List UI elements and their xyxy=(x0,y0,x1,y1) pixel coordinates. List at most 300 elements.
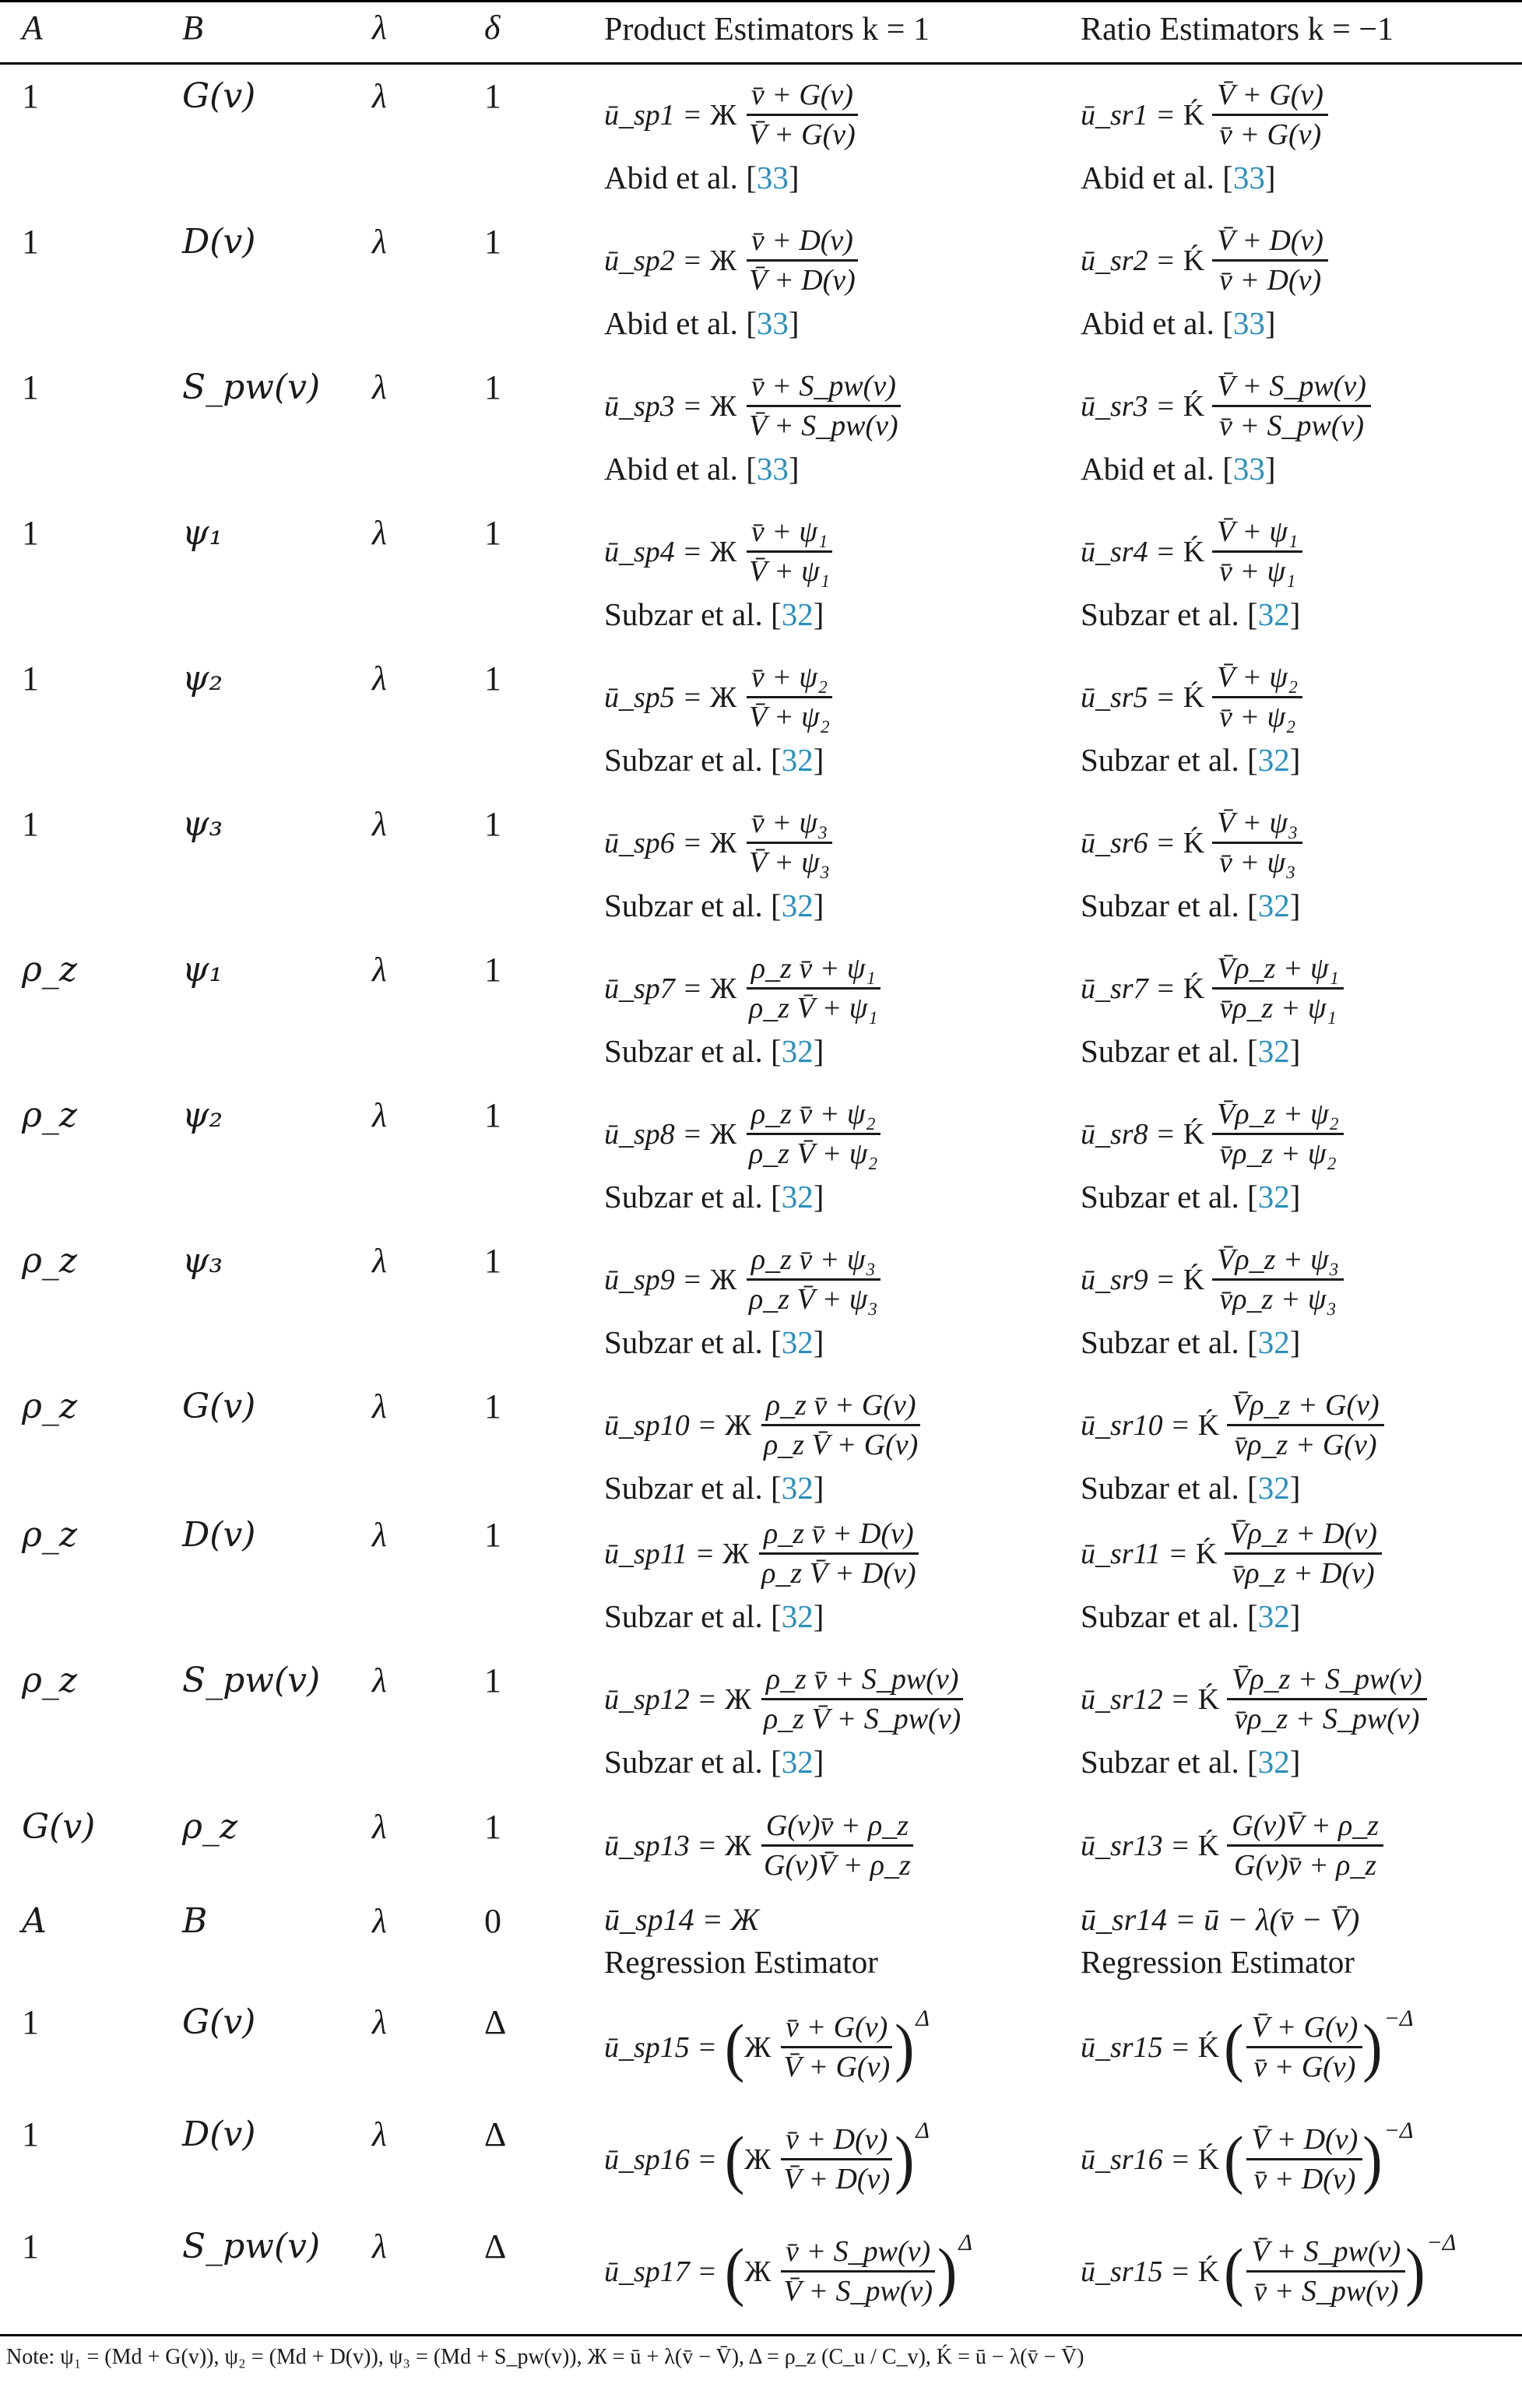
ratio-citation: Subzar et al. [32] xyxy=(1081,742,1301,778)
formula-lhs: ū_sr5 = xyxy=(1081,680,1176,714)
ratio-citation: Subzar et al. [32] xyxy=(1081,1033,1301,1069)
denominator: V̄ + D(v) xyxy=(783,2163,891,2195)
col-b-value: D(v) xyxy=(182,1515,256,1555)
formula-lhs: ū_sr4 = xyxy=(1081,535,1176,568)
denominator: ρ_z V̄ + D(v) xyxy=(761,1557,916,1590)
citation-authors: Subzar et al. xyxy=(604,1324,763,1360)
citation-ref: 32 xyxy=(781,1179,814,1215)
header-ratio: Ratio Estimators k = −1 xyxy=(1081,12,1394,47)
col-lambda-value: λ xyxy=(372,951,388,989)
product-formula xyxy=(604,515,835,589)
product-formula xyxy=(604,2118,930,2196)
denominator: G(v)v̄ + ρ_z xyxy=(1234,1849,1377,1882)
fraction xyxy=(744,1097,883,1171)
coefficient: Ḱ xyxy=(1183,680,1205,714)
fraction xyxy=(757,1517,920,1591)
col-a-value: 1 xyxy=(22,368,39,406)
col-a-value: 1 xyxy=(22,223,39,261)
regression-ratio-formula: ū_sr14 = ū − λ(v̄ − V̄) xyxy=(1081,1902,1360,1937)
citation-ref: 32 xyxy=(1257,1033,1290,1069)
citation-authors: Subzar et al. xyxy=(1081,888,1239,923)
citation-authors: Subzar et al. xyxy=(604,1598,763,1634)
numerator: V̄ρ_z + S_pw(v) xyxy=(1227,1662,1426,1700)
col-b-value: G(v) xyxy=(182,76,256,116)
formula-lhs: ū_sp12 = xyxy=(604,1682,717,1716)
col-delta-value: 1 xyxy=(484,1242,501,1280)
fraction xyxy=(1212,78,1328,152)
formula-lhs: ū_sp3 = xyxy=(604,389,702,423)
col-a-value: 1 xyxy=(22,805,39,843)
ratio-formula xyxy=(1081,369,1371,443)
fraction xyxy=(1212,1243,1344,1316)
formula-lhs: ū_sr13 = xyxy=(1081,1829,1190,1862)
citation-authors: Abid et al. xyxy=(604,160,738,195)
product-formula xyxy=(604,660,835,734)
col-lambda-value: λ xyxy=(372,2227,388,2266)
header-lambda: λ xyxy=(372,9,388,47)
formula-lhs: ū_sr9 = xyxy=(1081,1263,1176,1296)
coefficient: Ḱ xyxy=(1197,2143,1220,2176)
product-formula xyxy=(604,1662,965,1736)
col-b-value: ψ₁ xyxy=(182,950,223,990)
coefficient: Ḱ xyxy=(1183,244,1205,277)
product-citation: Abid et al. [33] xyxy=(604,451,800,487)
citation-ref: 33 xyxy=(1232,305,1265,341)
citation-authors: Subzar et al. xyxy=(1081,1598,1239,1634)
col-b-value: G(v) xyxy=(182,1387,256,1426)
col-delta-value: 1 xyxy=(484,1808,501,1846)
denominator: v̄ + ψ₃ xyxy=(1219,846,1296,879)
citation-authors: Abid et al. xyxy=(604,451,738,487)
col-delta-value: 1 xyxy=(484,223,501,261)
ratio-formula xyxy=(1081,1809,1383,1882)
col-delta-value: 1 xyxy=(484,77,501,115)
denominator: v̄ρ_z + G(v) xyxy=(1234,1429,1377,1461)
denominator: V̄ + S_pw(v) xyxy=(783,2275,933,2308)
coefficient: Ж xyxy=(724,1829,751,1862)
formula-lhs: ū_sp9 = xyxy=(604,1263,702,1296)
numerator: V̄ + S_pw(v) xyxy=(1212,369,1371,407)
exponent: −Δ xyxy=(1383,2005,1414,2031)
citation-authors: Subzar et al. xyxy=(1081,1033,1239,1069)
formula-lhs: ū_sp4 = xyxy=(604,535,702,568)
product-formula xyxy=(604,1517,921,1591)
numerator: ρ_z v̄ + ψ₁ xyxy=(747,951,881,990)
ratio-formula xyxy=(1081,223,1328,297)
coefficient: Ж xyxy=(709,389,736,423)
regression-product-formula: ū_sp14 = Ж xyxy=(604,1902,760,1937)
ratio-formula xyxy=(1081,806,1302,880)
table-row xyxy=(0,1506,1522,1651)
product-formula xyxy=(604,1388,923,1462)
coefficient: Ж xyxy=(744,2143,772,2176)
col-a-value: 1 xyxy=(22,659,39,698)
formula-lhs: ū_sp1 = xyxy=(604,98,702,132)
table-row xyxy=(0,213,1522,358)
col-delta-value: 1 xyxy=(484,1096,501,1134)
numerator: V̄ρ_z + G(v) xyxy=(1227,1388,1384,1426)
fraction xyxy=(759,1662,965,1736)
fraction xyxy=(1227,1809,1383,1882)
col-delta-value: 0 xyxy=(484,1902,501,1940)
coefficient: Ж xyxy=(709,98,736,132)
formula-lhs: ū_sp5 = xyxy=(604,680,702,714)
numerator: V̄ + ψ₂ xyxy=(1212,660,1302,698)
table-row xyxy=(0,67,1522,213)
numerator: v̄ + ψ₁ xyxy=(747,515,832,553)
numerator: V̄ + S_pw(v) xyxy=(1246,2234,1405,2273)
citation-authors: Subzar et al. xyxy=(604,1033,763,1069)
fraction xyxy=(1227,1662,1426,1736)
citation-ref: 32 xyxy=(781,1744,814,1780)
numerator: V̄ + D(v) xyxy=(1246,2122,1362,2160)
numerator: v̄ + G(v) xyxy=(781,2010,892,2048)
citation-ref: 32 xyxy=(1257,1598,1290,1634)
regression-product-label: Regression Estimator xyxy=(604,1944,878,1980)
denominator: v̄ + G(v) xyxy=(1219,118,1322,151)
formula-lhs: ū_sp8 = xyxy=(604,1117,702,1151)
coefficient: Ж xyxy=(724,1408,751,1442)
right-paren: ) xyxy=(895,2011,915,2083)
ratio-citation: Abid et al. [33] xyxy=(1081,451,1276,487)
col-delta-value: 1 xyxy=(484,1387,501,1425)
col-lambda-value: λ xyxy=(372,1661,388,1700)
ratio-citation: Subzar et al. [32] xyxy=(1081,1598,1301,1634)
col-lambda-value: λ xyxy=(372,223,388,261)
col-a-value: 1 xyxy=(22,514,39,552)
product-citation: Subzar et al. [32] xyxy=(604,1470,824,1506)
citation-ref: 32 xyxy=(781,888,814,923)
col-b-value: S_pw(v) xyxy=(182,1661,321,1700)
coefficient: Ḱ xyxy=(1197,1408,1220,1442)
fraction xyxy=(779,2122,895,2196)
citation-authors: Subzar et al. xyxy=(604,1744,763,1780)
numerator: ρ_z v̄ + ψ₃ xyxy=(747,1243,881,1281)
citation-authors: Subzar et al. xyxy=(1081,742,1239,778)
denominator: V̄ + ψ₂ xyxy=(749,701,830,733)
numerator: v̄ + S_pw(v) xyxy=(747,369,901,407)
col-b-value: ψ₃ xyxy=(182,804,223,844)
left-paren: ( xyxy=(1224,2123,1244,2195)
formula-lhs: ū_sp6 = xyxy=(604,826,702,859)
col-b-value: D(v) xyxy=(182,2114,256,2154)
denominator: ρ_z V̄ + ψ₁ xyxy=(749,992,878,1025)
product-formula xyxy=(604,1809,916,1882)
citation-ref: 32 xyxy=(781,742,814,778)
col-a-value: ρ_z xyxy=(22,1095,78,1135)
col-delta-value: 1 xyxy=(484,368,501,406)
col-delta-value: Δ xyxy=(484,2003,507,2041)
fraction xyxy=(1246,2122,1362,2196)
fraction xyxy=(744,806,835,880)
ratio-formula xyxy=(1081,1662,1427,1736)
col-a-value: ρ_z xyxy=(22,1515,78,1555)
denominator: v̄ρ_z + ψ₃ xyxy=(1219,1283,1337,1316)
formula-lhs: ū_sp16 = xyxy=(604,2143,717,2176)
citation-ref: 32 xyxy=(781,1033,814,1069)
bottom-rule xyxy=(0,2334,1522,2336)
denominator: v̄ρ_z + ψ₂ xyxy=(1219,1137,1337,1170)
power-row xyxy=(0,2217,1522,2329)
denominator: ρ_z V̄ + ψ₂ xyxy=(749,1137,878,1170)
citation-ref: 33 xyxy=(756,160,789,195)
fraction xyxy=(1225,1517,1382,1591)
coefficient: Ж xyxy=(709,972,736,1005)
fraction xyxy=(1227,1388,1384,1462)
denominator: v̄ + S_pw(v) xyxy=(1253,2275,1399,2308)
numerator: v̄ + ψ₂ xyxy=(747,660,832,698)
coefficient: Ḱ xyxy=(1197,2255,1220,2288)
citation-ref: 32 xyxy=(781,1470,814,1506)
denominator: v̄ρ_z + ψ₁ xyxy=(1219,992,1337,1025)
regression-ratio-label: Regression Estimator xyxy=(1081,1944,1355,1980)
fraction xyxy=(744,951,883,1025)
col-a-value: 1 xyxy=(22,77,39,115)
fraction xyxy=(1212,1097,1344,1171)
coefficient: Ḱ xyxy=(1183,389,1205,423)
numerator: v̄ + S_pw(v) xyxy=(781,2234,935,2273)
col-lambda-value: λ xyxy=(372,1808,388,1846)
product-citation: Subzar et al. [32] xyxy=(604,1179,824,1215)
fraction xyxy=(1212,660,1302,734)
citation-authors: Subzar et al. xyxy=(604,742,763,778)
fraction xyxy=(1212,951,1344,1025)
col-b-value: G(v) xyxy=(182,2002,256,2042)
fraction xyxy=(759,1388,923,1462)
numerator: V̄ + ψ₃ xyxy=(1212,806,1302,844)
numerator: V̄ + G(v) xyxy=(1246,2010,1362,2048)
citation-ref: 32 xyxy=(1257,742,1290,778)
coefficient: Ж xyxy=(709,1263,736,1296)
coefficient: Ж xyxy=(724,1682,751,1716)
header-b: B xyxy=(182,9,203,47)
denominator: V̄ + D(v) xyxy=(749,264,856,297)
citation-authors: Abid et al. xyxy=(1081,160,1214,195)
col-b-value: ψ₂ xyxy=(182,1095,223,1135)
citation-ref: 32 xyxy=(1257,596,1290,632)
product-citation: Subzar et al. [32] xyxy=(604,1033,824,1069)
formula-lhs: ū_sr1 = xyxy=(1081,98,1176,132)
numerator: V̄ρ_z + D(v) xyxy=(1225,1517,1382,1555)
header-delta: δ xyxy=(484,9,501,47)
numerator: v̄ + G(v) xyxy=(747,78,858,116)
col-b-value: ψ₃ xyxy=(182,1241,223,1281)
fraction xyxy=(1246,2234,1405,2308)
formula-lhs: ū_sr10 = xyxy=(1081,1408,1190,1442)
formula-lhs: ū_sr12 = xyxy=(1081,1682,1190,1716)
ratio-formula xyxy=(1081,2118,1414,2196)
table-row xyxy=(0,1377,1522,1523)
header-a: A xyxy=(22,9,43,47)
exponent: Δ xyxy=(916,2118,930,2143)
denominator: v̄ + D(v) xyxy=(1253,2163,1356,2195)
col-b-value: S_pw(v) xyxy=(182,2227,321,2266)
formula-lhs: ū_sr2 = xyxy=(1081,244,1176,277)
ratio-formula xyxy=(1081,78,1328,152)
col-lambda-value: λ xyxy=(372,1902,388,1940)
product-citation: Subzar et al. [32] xyxy=(604,742,824,778)
coefficient: Ж xyxy=(709,826,736,859)
coefficient: Ḱ xyxy=(1183,535,1205,568)
citation-ref: 32 xyxy=(781,1324,814,1360)
product-formula xyxy=(604,1097,883,1171)
fraction xyxy=(744,78,860,152)
coefficient: Ж xyxy=(709,535,736,568)
col-lambda-value: λ xyxy=(372,1387,388,1425)
citation-authors: Subzar et al. xyxy=(604,1179,763,1215)
product-formula xyxy=(604,1243,883,1316)
col-lambda-value: λ xyxy=(372,659,388,698)
left-paren: ( xyxy=(724,2011,745,2083)
col-lambda-value: λ xyxy=(372,514,388,552)
formula-lhs: ū_sr11 = xyxy=(1081,1537,1188,1570)
fraction xyxy=(744,660,835,734)
fraction xyxy=(1246,2010,1362,2084)
citation-ref: 32 xyxy=(781,596,814,632)
coefficient: Ḱ xyxy=(1197,1682,1220,1716)
citation-ref: 32 xyxy=(1257,1179,1290,1215)
formula-lhs: ū_sr6 = xyxy=(1081,826,1176,859)
product-citation: Abid et al. [33] xyxy=(604,160,800,195)
ratio-formula xyxy=(1081,1097,1344,1171)
col-a-value: 1 xyxy=(22,2115,39,2153)
col-a-value: 1 xyxy=(22,2003,39,2041)
exponent: Δ xyxy=(916,2005,930,2031)
numerator: ρ_z v̄ + ψ₂ xyxy=(747,1097,881,1135)
citation-ref: 32 xyxy=(1257,1324,1290,1360)
denominator: v̄ + ψ₁ xyxy=(1219,555,1296,588)
citation-ref: 33 xyxy=(1232,160,1265,195)
col-a-value: A xyxy=(22,1901,47,1941)
formula-lhs: ū_sr15 = xyxy=(1081,2030,1190,2064)
coefficient: Ж xyxy=(744,2255,772,2288)
citation-authors: Subzar et al. xyxy=(1081,596,1239,632)
exponent: −Δ xyxy=(1383,2118,1414,2143)
product-formula xyxy=(604,2230,972,2308)
denominator: v̄ρ_z + D(v) xyxy=(1232,1557,1375,1590)
col-b-value: S_pw(v) xyxy=(182,367,321,407)
numerator: v̄ + D(v) xyxy=(747,223,858,262)
left-paren: ( xyxy=(724,2123,745,2195)
col-delta-value: 1 xyxy=(484,1516,501,1554)
denominator: G(v)V̄ + ρ_z xyxy=(764,1849,911,1882)
col-b-value: ψ₁ xyxy=(182,513,223,553)
denominator: V̄ + G(v) xyxy=(783,2051,891,2083)
numerator: V̄ + ψ₁ xyxy=(1212,515,1302,553)
denominator: V̄ + S_pw(v) xyxy=(749,410,898,442)
citation-authors: Abid et al. xyxy=(1081,451,1214,487)
col-delta-value: 1 xyxy=(484,1661,501,1700)
table-row xyxy=(0,940,1522,1086)
formula-lhs: ū_sp15 = xyxy=(604,2030,717,2064)
coefficient: Ж xyxy=(709,244,736,277)
formula-lhs: ū_sr15 = xyxy=(1081,2255,1190,2288)
numerator: V̄ρ_z + ψ₁ xyxy=(1212,951,1344,990)
ratio-citation: Subzar et al. [32] xyxy=(1081,888,1301,923)
header-product: Product Estimators k = 1 xyxy=(604,12,930,47)
col-a-value: ρ_z xyxy=(22,1661,78,1700)
product-formula xyxy=(604,2005,930,2084)
coefficient: Ḱ xyxy=(1197,2030,1220,2064)
denominator: ρ_z V̄ + S_pw(v) xyxy=(764,1703,961,1735)
fraction xyxy=(759,1809,916,1882)
regression-row xyxy=(0,1892,1522,1985)
fraction xyxy=(744,1243,883,1316)
left-paren: ( xyxy=(1224,2235,1244,2308)
product-citation: Subzar et al. [32] xyxy=(604,1324,824,1360)
formula-lhs: ū_sp13 = xyxy=(604,1829,717,1862)
coefficient: Ḱ xyxy=(1183,972,1205,1005)
ratio-formula xyxy=(1081,2230,1457,2308)
exponent: Δ xyxy=(958,2230,972,2255)
coefficient: Ḱ xyxy=(1197,1829,1220,1862)
col-a-value: 1 xyxy=(22,2227,39,2266)
ratio-citation: Subzar et al. [32] xyxy=(1081,596,1301,632)
col-lambda-value: λ xyxy=(372,1096,388,1134)
fraction xyxy=(1212,515,1302,589)
product-citation: Subzar et al. [32] xyxy=(604,1744,824,1780)
denominator: V̄ + G(v) xyxy=(749,118,856,151)
citation-authors: Subzar et al. xyxy=(1081,1179,1239,1215)
fraction xyxy=(1212,223,1328,297)
col-delta-value: 1 xyxy=(484,951,501,989)
ratio-citation: Subzar et al. [32] xyxy=(1081,1179,1301,1215)
product-formula xyxy=(604,223,860,297)
table-row xyxy=(0,649,1522,795)
col-lambda-value: λ xyxy=(372,2115,388,2153)
ratio-citation: Subzar et al. [32] xyxy=(1081,1324,1301,1360)
product-formula xyxy=(604,369,903,443)
col-delta-value: 1 xyxy=(484,805,501,843)
denominator: v̄ + G(v) xyxy=(1253,2051,1356,2083)
product-citation: Subzar et al. [32] xyxy=(604,888,824,923)
denominator: v̄ + D(v) xyxy=(1219,264,1322,297)
denominator: v̄ + S_pw(v) xyxy=(1219,410,1365,442)
ratio-citation: Subzar et al. [32] xyxy=(1081,1744,1301,1780)
col-a-value: ρ_z xyxy=(22,1241,78,1281)
citation-ref: 32 xyxy=(781,1598,814,1634)
citation-ref: 33 xyxy=(756,305,789,341)
numerator: ρ_z v̄ + D(v) xyxy=(759,1517,919,1555)
formula-lhs: ū_sp11 = xyxy=(604,1537,715,1570)
numerator: v̄ + D(v) xyxy=(781,2122,892,2160)
left-paren: ( xyxy=(724,2235,745,2308)
formula-lhs: ū_sp17 = xyxy=(604,2255,717,2288)
citation-authors: Subzar et al. xyxy=(604,596,763,632)
fraction xyxy=(1212,806,1302,880)
fraction xyxy=(779,2010,895,2084)
table-row xyxy=(0,1086,1522,1232)
ratio-citation: Abid et al. [33] xyxy=(1081,305,1276,341)
formula-lhs: ū_sp7 = xyxy=(604,972,702,1005)
fraction xyxy=(779,2234,937,2308)
left-paren: ( xyxy=(1224,2011,1244,2083)
denominator: v̄ + ψ₂ xyxy=(1219,701,1296,733)
table-row xyxy=(0,1651,1522,1797)
coefficient: Ḱ xyxy=(1183,1117,1205,1151)
ratio-formula xyxy=(1081,2005,1414,2084)
col-lambda-value: λ xyxy=(372,1516,388,1554)
numerator: V̄ρ_z + ψ₂ xyxy=(1212,1097,1344,1135)
numerator: V̄ρ_z + ψ₃ xyxy=(1212,1243,1344,1281)
table-header xyxy=(0,0,1522,62)
col-lambda-value: λ xyxy=(372,368,388,406)
table-note: Note: ψ₁ = (Md + G(v)), ψ₂ = (Md + D(v)), ψ₃ = (Md + S_pw(v)), Ж = ū + λ(v̄ − V̄), Δ = ρ_z (C_u / C_v), Ḱ = ū − λ(v̄ − V̄) xyxy=(6,2345,1084,2369)
denominator: ρ_z V̄ + G(v) xyxy=(764,1429,919,1461)
citation-authors: Abid et al. xyxy=(1081,305,1214,341)
fraction xyxy=(744,223,860,297)
product-formula xyxy=(604,951,883,1025)
